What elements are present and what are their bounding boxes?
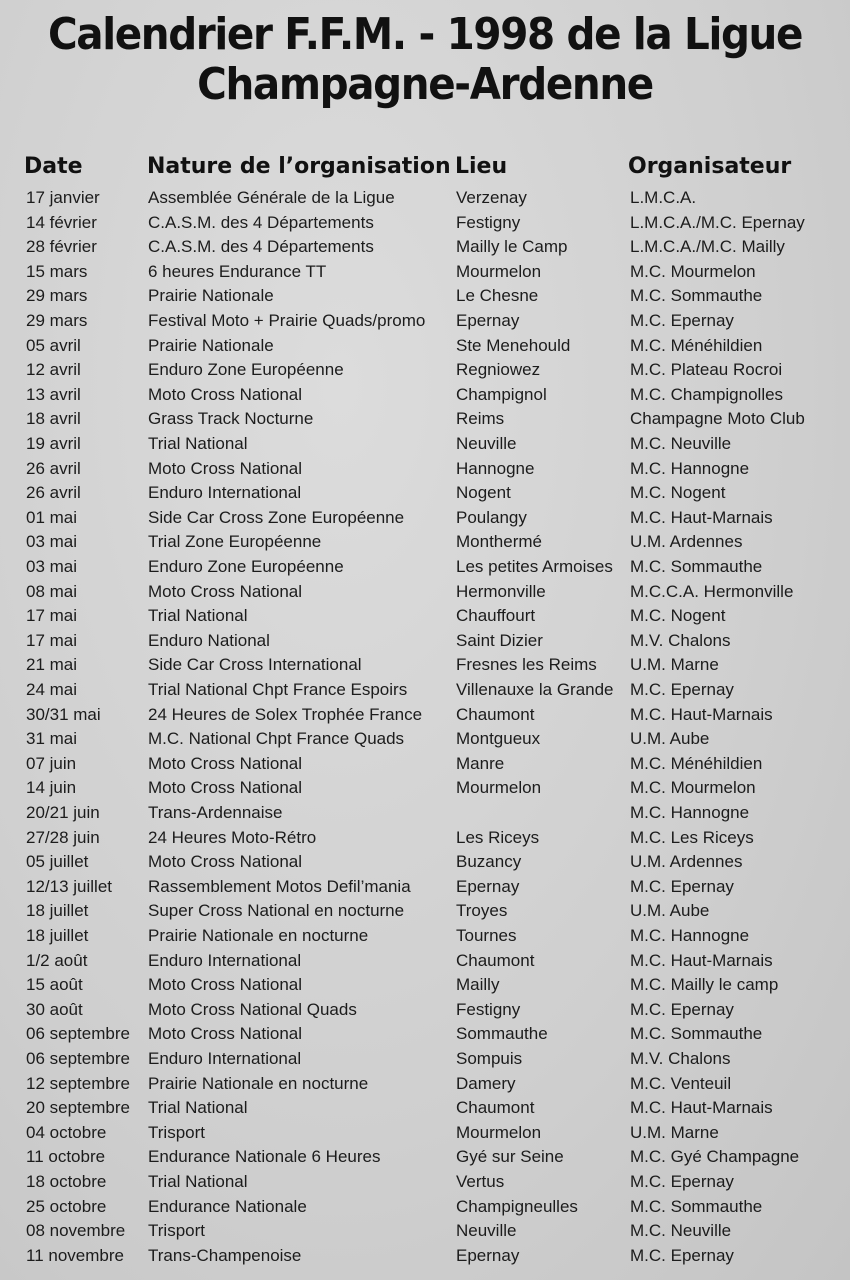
table-row xyxy=(0,1121,850,1146)
table-row xyxy=(0,235,850,260)
row-organisateur: M.C. Nogent xyxy=(630,483,726,503)
row-nature: Moto Cross National xyxy=(148,975,303,995)
row-nature: Trial National xyxy=(148,606,248,626)
table-row xyxy=(0,530,850,555)
row-date: 06 septembre xyxy=(26,1024,130,1044)
table-row xyxy=(0,1244,850,1269)
row-nature: Endurance Nationale xyxy=(148,1196,307,1216)
row-organisateur: M.C. Epernay xyxy=(630,1245,734,1265)
row-lieu: Mourmelon xyxy=(456,261,542,281)
row-organisateur: M.C. Mourmelon xyxy=(630,261,756,281)
row-nature: Trial National xyxy=(148,434,248,453)
row-organisateur: U.M. Marne xyxy=(630,1122,719,1142)
row-lieu: Monthermé xyxy=(456,532,542,552)
row-date: 05 juillet xyxy=(26,852,89,872)
page-title xyxy=(0,10,850,110)
row-date: 15 août xyxy=(26,975,83,995)
row-nature: Trial National xyxy=(148,1098,248,1118)
row-lieu: Saint Dizier xyxy=(456,630,543,650)
row-lieu: Hannogne xyxy=(456,458,535,478)
row-lieu: Chaumont xyxy=(456,704,535,724)
row-nature: 24 Heures de Solex Trophée France xyxy=(148,704,423,724)
row-organisateur: M.C. Epernay xyxy=(630,1172,734,1191)
row-nature: Enduro International xyxy=(148,950,302,970)
table-row xyxy=(0,678,850,703)
row-lieu: Regniowez xyxy=(456,360,541,380)
row-organisateur: M.C. Haut-Marnais xyxy=(630,1098,773,1118)
table-row xyxy=(0,604,850,629)
row-organisateur: M.C. Epernay xyxy=(630,311,734,330)
row-date: 08 novembre xyxy=(26,1221,126,1241)
table-row xyxy=(0,358,850,383)
row-date: 28 février xyxy=(26,237,97,257)
row-date: 12/13 juillet xyxy=(26,876,113,896)
row-nature: Side Car Cross International xyxy=(148,655,362,675)
row-organisateur: M.V. Chalons xyxy=(630,1049,731,1068)
row-lieu: Neuville xyxy=(456,1221,517,1241)
row-date: 24 mai xyxy=(26,680,78,699)
row-nature: Moto Cross National xyxy=(148,852,303,872)
row-lieu: Festigny xyxy=(456,999,521,1019)
row-lieu: Le Chesne xyxy=(456,286,539,306)
row-organisateur: M.C. Mourmelon xyxy=(630,778,756,798)
row-organisateur: M.C. Venteuil xyxy=(630,1073,732,1093)
row-organisateur: M.C. Haut-Marnais xyxy=(630,507,773,527)
row-nature: Grass Track Nocturne xyxy=(148,409,314,429)
table-row xyxy=(0,899,850,924)
row-date: 29 mars xyxy=(26,286,88,306)
row-organisateur: M.C. Sommauthe xyxy=(630,1024,763,1044)
row-date: 20 septembre xyxy=(26,1098,130,1118)
table-row xyxy=(0,481,850,506)
row-date: 04 octobre xyxy=(26,1122,107,1142)
row-organisateur: M.C. Epernay xyxy=(630,680,734,699)
table-row xyxy=(0,457,850,482)
table-row xyxy=(0,1145,850,1170)
row-date: 12 avril xyxy=(26,360,81,380)
row-date: 17 janvier xyxy=(26,188,100,207)
row-date: 18 juillet xyxy=(26,901,89,921)
row-organisateur: M.C. Sommauthe xyxy=(630,286,763,306)
row-organisateur: U.M. Marne xyxy=(630,655,719,675)
row-lieu: Les petites Armoises xyxy=(456,557,613,576)
row-lieu: Mailly xyxy=(456,975,500,995)
row-lieu: Verzenay xyxy=(456,188,527,207)
row-lieu: Gyé sur Seine xyxy=(456,1147,564,1167)
title-line-2: Champagne-Ardenne xyxy=(197,59,653,110)
table-row xyxy=(0,383,850,408)
table-row xyxy=(0,211,850,236)
row-nature: Trans-Champenoise xyxy=(148,1245,302,1265)
row-nature: 24 Heures Moto-Rétro xyxy=(148,827,317,847)
row-nature: 6 heures Endurance TT xyxy=(148,261,327,281)
row-lieu: Buzancy xyxy=(456,852,522,872)
row-date: 30/31 mai xyxy=(26,704,101,724)
table-row xyxy=(0,580,850,605)
row-organisateur: M.C. Neuville xyxy=(630,434,732,453)
row-date: 20/21 juin xyxy=(26,803,100,822)
row-lieu: Troyes xyxy=(456,901,508,921)
table-row xyxy=(0,653,850,678)
row-nature: Prairie Nationale xyxy=(148,286,274,306)
row-nature: Trisport xyxy=(148,1221,205,1241)
table-row xyxy=(0,1072,850,1097)
row-organisateur: M.C. Hannogne xyxy=(630,803,750,822)
row-date: 29 mars xyxy=(26,311,88,330)
row-lieu: Neuville xyxy=(456,434,517,453)
row-nature: Assemblée Générale de la Ligue xyxy=(148,188,395,207)
table-row xyxy=(0,1170,850,1195)
table-row xyxy=(0,629,850,654)
row-nature: C.A.S.M. des 4 Départements xyxy=(148,237,374,257)
row-lieu: Ste Menehould xyxy=(456,335,571,355)
row-organisateur: U.M. Aube xyxy=(630,729,710,749)
table-row xyxy=(0,309,850,334)
row-lieu: Tournes xyxy=(456,926,517,945)
row-organisateur: M.C. Ménéhildien xyxy=(630,753,763,773)
row-date: 27/28 juin xyxy=(26,827,100,847)
row-nature: Moto Cross National Quads xyxy=(148,999,357,1019)
row-date: 14 février xyxy=(26,212,97,232)
row-date: 17 mai xyxy=(26,630,78,650)
row-lieu: Mailly le Camp xyxy=(456,237,568,257)
table-row xyxy=(0,555,850,580)
row-lieu: Champigneulles xyxy=(456,1196,578,1216)
table-row xyxy=(0,998,850,1023)
row-nature: Trans-Ardennaise xyxy=(148,803,283,822)
row-nature: Rassemblement Motos Defil’mania xyxy=(148,876,411,896)
row-organisateur: M.C. Gyé Champagne xyxy=(630,1147,800,1167)
table-row xyxy=(0,727,850,752)
row-lieu: Chaumont xyxy=(456,950,535,970)
table-row xyxy=(0,432,850,457)
row-lieu: Mourmelon xyxy=(456,1122,542,1142)
row-nature: Enduro International xyxy=(148,1049,302,1068)
row-organisateur: U.M. Aube xyxy=(630,901,710,921)
row-nature: Enduro National xyxy=(148,630,270,650)
row-organisateur: M.C. Neuville xyxy=(630,1221,732,1241)
row-date: 25 octobre xyxy=(26,1196,107,1216)
row-date: 26 avril xyxy=(26,458,81,478)
table-row xyxy=(0,752,850,777)
row-nature: Enduro International xyxy=(148,483,302,503)
row-nature: Enduro Zone Européenne xyxy=(148,557,344,576)
row-organisateur: M.C. Epernay xyxy=(630,999,734,1019)
table-row xyxy=(0,875,850,900)
row-nature: Moto Cross National xyxy=(148,458,303,478)
row-nature: Trial National xyxy=(148,1172,248,1191)
row-lieu: Epernay xyxy=(456,1245,520,1265)
row-lieu: Hermonville xyxy=(456,581,546,601)
table-row xyxy=(0,1096,850,1121)
row-date: 15 mars xyxy=(26,261,88,281)
row-organisateur: M.C. Plateau Rocroi xyxy=(630,360,783,380)
row-date: 07 juin xyxy=(26,753,77,773)
header-nature: Nature de l’organisation xyxy=(147,154,451,179)
row-organisateur: U.M. Ardennes xyxy=(630,852,743,872)
row-lieu: Sompuis xyxy=(456,1049,523,1068)
row-nature: Moto Cross National xyxy=(148,778,303,798)
table-row xyxy=(0,506,850,531)
row-lieu: Nogent xyxy=(456,483,511,503)
row-nature: Enduro Zone Européenne xyxy=(148,360,344,380)
row-nature: Endurance Nationale 6 Heures xyxy=(148,1147,381,1167)
row-organisateur: M.C. Epernay xyxy=(630,876,734,896)
row-lieu: Manre xyxy=(456,753,505,773)
row-date: 13 avril xyxy=(26,384,81,404)
row-date: 11 octobre xyxy=(26,1147,106,1167)
row-date: 19 avril xyxy=(26,434,81,453)
row-lieu: Damery xyxy=(456,1073,516,1093)
row-date: 31 mai xyxy=(26,729,78,749)
table-row xyxy=(0,1195,850,1220)
row-lieu: Mourmelon xyxy=(456,778,542,798)
row-date: 06 septembre xyxy=(26,1049,130,1068)
row-lieu: Chaumont xyxy=(456,1098,535,1118)
header-organisateur: Organisateur xyxy=(628,154,792,179)
row-nature: Prairie Nationale xyxy=(148,335,274,355)
row-nature: Festival Moto + Prairie Quads/promo xyxy=(148,311,426,330)
row-lieu: Epernay xyxy=(456,311,520,330)
row-organisateur: M.C.C.A. Hermonville xyxy=(630,581,794,601)
row-nature: M.C. National Chpt France Quads xyxy=(148,729,405,749)
row-organisateur: M.V. Chalons xyxy=(630,630,731,650)
row-organisateur: M.C. Les Riceys xyxy=(630,827,754,847)
row-organisateur: Champagne Moto Club xyxy=(630,409,805,429)
row-organisateur: M.C. Champignolles xyxy=(630,384,784,404)
row-date: 14 juin xyxy=(26,778,77,798)
row-nature: Super Cross National en nocturne xyxy=(148,901,405,921)
row-organisateur: M.C. Haut-Marnais xyxy=(630,704,773,724)
row-lieu: Poulangy xyxy=(456,507,527,527)
row-organisateur: U.M. Ardennes xyxy=(630,532,743,552)
row-lieu: Champignol xyxy=(456,384,547,404)
row-organisateur: L.M.C.A. xyxy=(630,188,697,207)
table-row xyxy=(0,924,850,949)
header-lieu: Lieu xyxy=(455,154,508,179)
row-nature: Trial Zone Européenne xyxy=(148,532,322,552)
row-lieu: Vertus xyxy=(456,1172,505,1191)
row-nature: Moto Cross National xyxy=(148,384,303,404)
header-date: Date xyxy=(24,154,83,179)
row-date: 01 mai xyxy=(26,507,78,527)
row-lieu: Villenauxe la Grande xyxy=(456,680,614,699)
row-date: 08 mai xyxy=(26,581,78,601)
table-row xyxy=(0,1022,850,1047)
table-row xyxy=(0,1219,850,1244)
row-nature: Trial National Chpt France Espoirs xyxy=(148,680,408,699)
table-row xyxy=(0,407,850,432)
row-date: 03 mai xyxy=(26,557,78,576)
title-line-1: Calendrier F.F.M. - 1998 de la Ligue xyxy=(47,9,803,60)
row-lieu: Chauffourt xyxy=(456,606,536,626)
row-nature: Side Car Cross Zone Européenne xyxy=(148,507,405,527)
row-date: 11 novembre xyxy=(26,1245,124,1265)
row-nature: Moto Cross National xyxy=(148,581,303,601)
row-organisateur: M.C. Hannogne xyxy=(630,926,750,945)
row-date: 18 juillet xyxy=(26,926,89,945)
row-date: 21 mai xyxy=(26,655,78,675)
table-row xyxy=(0,1047,850,1072)
row-date: 30 août xyxy=(26,999,83,1019)
row-date: 12 septembre xyxy=(26,1073,130,1093)
row-organisateur: L.M.C.A./M.C. Mailly xyxy=(630,237,785,257)
table-row xyxy=(0,260,850,285)
row-date: 17 mai xyxy=(26,606,78,626)
row-nature: Prairie Nationale en nocturne xyxy=(148,926,369,945)
row-lieu: Reims xyxy=(456,409,505,429)
row-lieu: Festigny xyxy=(456,212,521,232)
row-organisateur: M.C. Ménéhildien xyxy=(630,335,763,355)
table-row xyxy=(0,801,850,826)
row-nature: Trisport xyxy=(148,1122,205,1142)
table-row xyxy=(0,850,850,875)
row-organisateur: M.C. Hannogne xyxy=(630,458,750,478)
row-organisateur: L.M.C.A./M.C. Epernay xyxy=(630,212,805,232)
table-row xyxy=(0,973,850,998)
row-date: 18 octobre xyxy=(26,1172,107,1191)
table-row xyxy=(0,826,850,851)
table-row xyxy=(0,334,850,359)
row-date: 05 avril xyxy=(26,335,81,355)
row-nature: Moto Cross National xyxy=(148,1024,303,1044)
row-nature: Moto Cross National xyxy=(148,753,303,773)
row-organisateur: M.C. Nogent xyxy=(630,606,726,626)
row-date: 03 mai xyxy=(26,532,78,552)
row-organisateur: M.C. Haut-Marnais xyxy=(630,950,773,970)
row-lieu: Montgueux xyxy=(456,729,541,749)
row-lieu: Fresnes les Reims xyxy=(456,655,597,675)
row-date: 18 avril xyxy=(26,409,81,429)
table-row xyxy=(0,949,850,974)
table-row xyxy=(0,703,850,728)
row-nature: Prairie Nationale en nocturne xyxy=(148,1073,369,1093)
row-date: 1/2 août xyxy=(26,950,88,970)
row-organisateur: M.C. Sommauthe xyxy=(630,1196,763,1216)
row-organisateur: M.C. Mailly le camp xyxy=(630,975,779,995)
row-lieu: Sommauthe xyxy=(456,1024,548,1044)
row-lieu: Les Riceys xyxy=(456,827,540,847)
row-nature: C.A.S.M. des 4 Départements xyxy=(148,212,374,232)
row-organisateur: M.C. Sommauthe xyxy=(630,557,763,576)
table-row xyxy=(0,186,850,211)
table-row xyxy=(0,776,850,801)
table-row xyxy=(0,284,850,309)
row-date: 26 avril xyxy=(26,483,81,503)
row-lieu: Epernay xyxy=(456,876,520,896)
